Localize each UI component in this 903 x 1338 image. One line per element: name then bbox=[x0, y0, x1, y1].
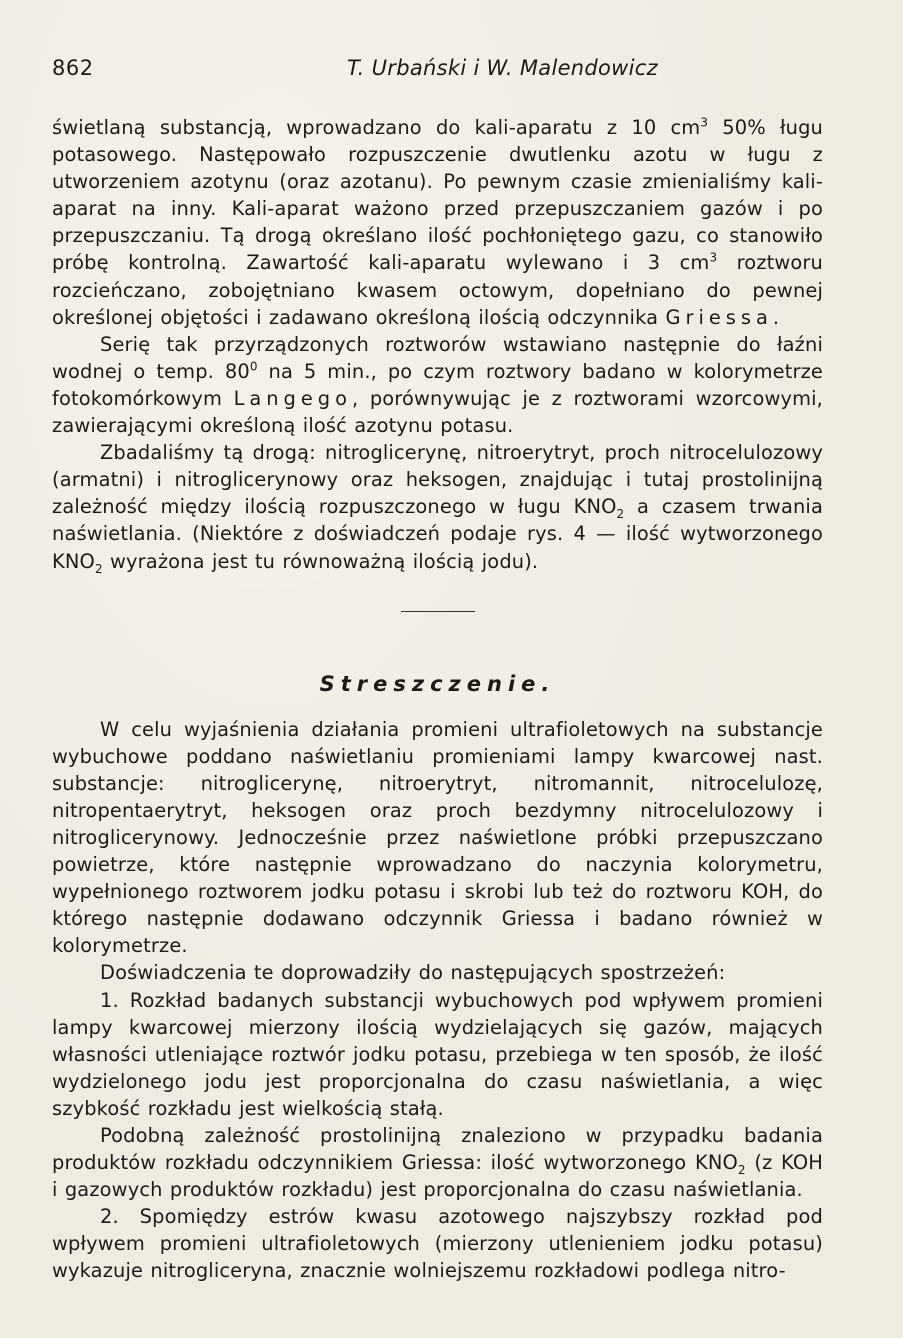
section-divider bbox=[401, 611, 475, 612]
summary-paragraph-2: Doświadczenia te doprowadziły do następujących spostrzeżeń: bbox=[100, 961, 726, 985]
summary-paragraph-4: Podobną zależność prostolinijną znaleziono w przypadku badania produktów rozkładu odczynnikiem Griessa: ilość wytworzonego $KNO_2$ (z KOH i gazowych produktów rozkładu) jest proporcjonalna do czasu naświetlania. bbox=[52, 1124, 823, 1202]
summary-paragraph-3: 1. Rozkład badanych substancji wybuchowych pod wpływem promieni lampy kwarcowej mierzony ilością wydzielających się gazów, mających własności utleniające roztwór jodku potasu, przebiega w ten sposób, że ilość wydzielonego jodu jest proporcjonalna do czasu naświetlania, a więc szybkość rozkładu jest wielkością stałą. bbox=[52, 988, 823, 1120]
page-header bbox=[52, 56, 823, 92]
body-paragraph-3: Zbadaliśmy tą drogą: nitroglicerynę, nitroerytryt, proch nitrocelulozowy (armatni) i nitroglicerynowy oraz heksogen, znajdując i tutaj prostolinijną zależność między ilością rozpuszczonego w ługu $KNO_2$ a czasem trwania naświetlania. (Niektóre z doświadczeń podaje rys. 4 — ilość wytworzonego $KNO_2$ wyrażona jest tu równoważną ilością jodu). bbox=[52, 441, 823, 576]
body-paragraph-1: świetlaną substancją, wprowadzano do kali-aparatu z 10 $cm^3$ 50% ługu potasowego. Następowało rozpuszczenie dwutlenku azotu w ługu z utworzeniem azotynu (oraz azotanu). Po pewnym czasie zmienialiśmy kali-aparat na inny. Kali-aparat ważono przed przepuszczaniem gazów i po przepuszczaniu. Tą drogą określano ilość pochłoniętego gazu, co stanowiło próbę kontrolną. Zawartość kali-aparatu wylewano i 3 $cm^3$ roztworu rozcieńczano, zobojętniano kwasem octowym, dopełniano do pewnej określonej objętości i zadawano określoną ilością odczynnika Griessa. bbox=[52, 115, 823, 329]
summary-paragraph-1: W celu wyjaśnienia działania promieni ultrafioletowych na substancje wybuchowe poddano naświetlaniu promieniami lampy kwarcowej nast. substancje: nitroglicerynę, nitroerytryt, nitromannit, nitrocelulozę, nitropentaerytryt, heksogen oraz proch bezdymny nitrocelulozowy i nitroglicerynowy. Jednocześnie przez naświetlone próbki przepuszczano powietrze, które następnie wprowadzano do naczynia kolorymetru, wypełnionego roztworem jodku potasu i skrobi lub też do roztworu KOH, do którego następnie dodawano odczynnik Griessa i badano również w kolorymetrze. bbox=[52, 717, 823, 958]
running-head: T. Urbański i W. Malendowicz bbox=[347, 56, 658, 80]
author-name-griess: Griessa bbox=[665, 305, 773, 329]
section-title-summary: Streszczenie. bbox=[319, 671, 556, 696]
page-number: 862 bbox=[52, 56, 94, 80]
author-name-lange: Langego bbox=[233, 386, 352, 410]
body-paragraph-2: Serię tak przyrządzonych roztworów wstawiano następnie do łaźni wodnej o temp. $80^0$ na 5 min., po czym roztwory badano w kolorymetrze fotokomórkowym Langego, porównywując je z roztworami wzorcowymi, zawierającymi określoną ilość azotynu potasu. bbox=[52, 332, 823, 438]
summary-paragraph-5: 2. Spomiędzy estrów kwasu azotowego najszybszy rozkład pod wpływem promieni ultrafioletowych (mierzony utlenieniem jodku potasu) wykazuje nitrogliceryna, znacznie wolniejszemu rozkładowi podlega nitro- bbox=[52, 1205, 823, 1283]
